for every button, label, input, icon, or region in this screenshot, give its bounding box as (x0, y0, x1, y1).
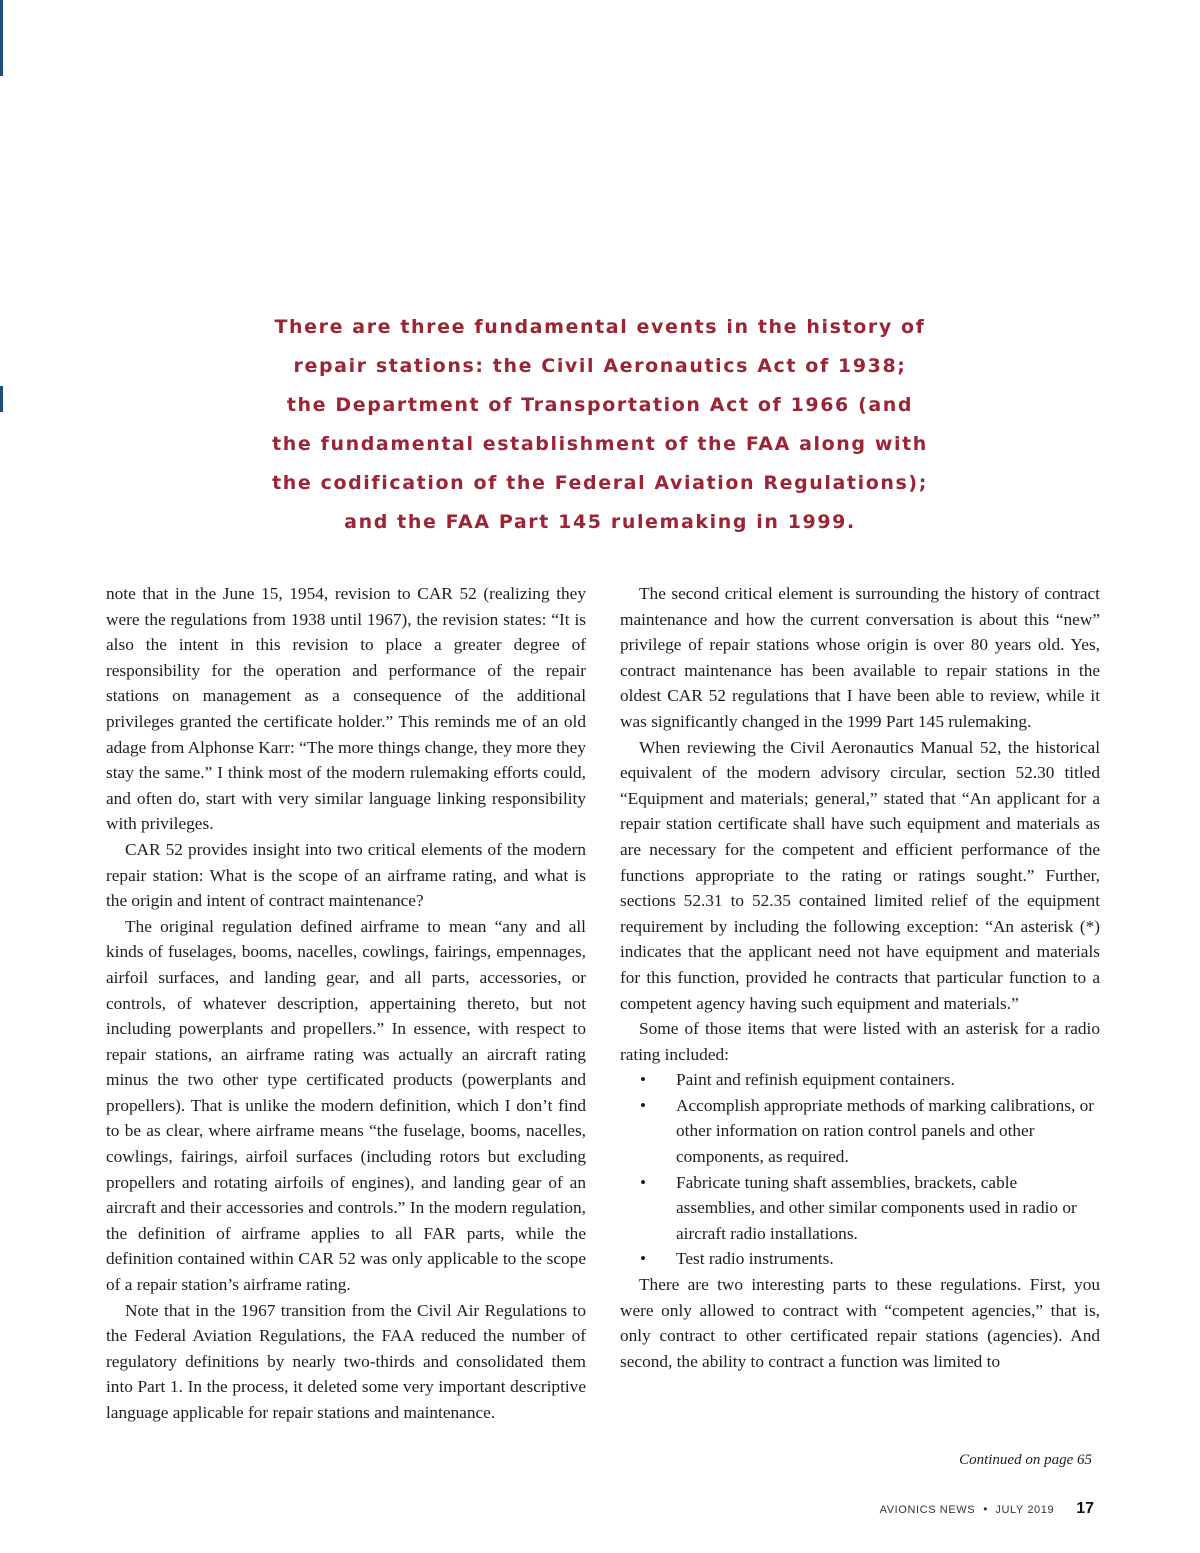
right-column (620, 581, 1100, 1374)
right-paragraph-3: Some of those items that were listed with an asterisk for a radio rating included: (620, 1019, 1100, 1064)
continued-note: Continued on page 65 (959, 1452, 1092, 1468)
bullet-text: Fabricate tuning shaft assemblies, brackets, cable assemblies, and other similar components used in radio or aircraft radio installations. (676, 1172, 1077, 1243)
bullet-icon: • (640, 1070, 647, 1090)
bullet-icon: • (640, 1095, 647, 1115)
left-paragraph-4: Note that in the 1967 transition from the Civil Air Regulations to the Federal Aviation Regulations, the FAA reduced the number of regulatory definitions by nearly two-thirds and consolidated them into Part 1. In the process, it deleted some very important descriptive language applicable for repair stations and maintenance. (106, 1300, 586, 1422)
edge-mark-top (0, 0, 3, 76)
right-paragraph-4: There are two interesting parts to these regulations. First, you were only allowed to contract with “competent agencies,” that is, only contract to other certificated repair stations (agencies). And second, the ability to contract a function was limited to (620, 1275, 1100, 1371)
left-paragraph-3: The original regulation defined airframe to mean “any and all kinds of fuselages, booms, nacelles, cowlings, fairings, empennages, airfoil surfaces, and landing gear, and all parts, accessories, or controls, of whatever description, appertaining thereto, but not including powerplants and propellers.” In essence, with respect to repair stations, an airframe rating was actually an aircraft rating minus the two other type certificated products (powerplants and propellers). That is unlike the modern definition, which I don’t find to be as clear, where airframe means “the fuselage, booms, nacelles, cowlings, fairings, airfoil surfaces (including rotors but excluding propellers and rotating airfoils of engines), and landing gear of an aircraft and their accessories and controls.” In the modern regulation, the definition of airframe applies to all FAR parts, while the definition contained within CAR 52 was only applicable to the scope of a repair station’s airframe rating. (106, 916, 586, 1295)
edge-mark-middle (0, 386, 3, 412)
footer-separator: • (983, 1502, 988, 1516)
issue-date: JULY 2019 (995, 1504, 1055, 1516)
left-paragraph-2: CAR 52 provides insight into two critical elements of the modern repair station: What is the scope of an airframe rating, and what is the origin and intent of contract maintenance? (106, 839, 586, 911)
bullet-list (620, 1067, 1100, 1272)
right-paragraph-2: When reviewing the Civil Aeronautics Manual 52, the historical equivalent of the modern advisory circular, section 52.30 titled “Equipment and materials; general,” stated that “An applicant for a repair station certificate shall have such equipment and materials as are necessary for the competent and efficient performance of the functions appropriate to the rating or ratings sought.” Further, sections 52.31 to 52.35 contained limited relief of the equipment requirement by including the following exception: “An asterisk (*) indicates that the applicant need not have equipment and materials for this function, provided he contracts that particular function to a competent agency having such equipment and materials.” (620, 737, 1100, 1013)
bullet-item (620, 1170, 1100, 1247)
bullet-item (620, 1093, 1100, 1170)
bullet-text: Test radio instruments. (676, 1249, 834, 1269)
pull-quote: There are three fundamental events in the history of repair stations: the Civil Aeronautics Act of 1938; the Department of Transportation Act of 1966 (and the fundamental establishment of the FAA along with the codification of the Federal Aviation Regulations); and the FAA Part 145 rulemaking in 1999. (272, 316, 928, 533)
left-column (106, 581, 586, 1426)
publication-name: AVIONICS NEWS (879, 1504, 976, 1516)
page-footer (880, 1500, 1094, 1518)
bullet-item (620, 1246, 1100, 1272)
bullet-icon: • (640, 1172, 647, 1192)
bullet-text: Paint and refinish equipment containers. (676, 1070, 955, 1090)
page-number: 17 (1076, 1500, 1094, 1517)
left-paragraph-1: note that in the June 15, 1954, revision to CAR 52 (realizing they were the regulations from 1938 until 1967), the revision states: “It is also the intent in this revision to place a greater degree of responsibility for the operation and performance of the repair stations on management as a consequence of the additional privileges granted the certificate holder.” This reminds me of an old adage from Alphonse Karr: “The more things change, they more they stay the same.” I think most of the modern rulemaking efforts could, and often do, start with very similar language linking responsibility with privileges. (106, 584, 586, 834)
bullet-icon: • (640, 1249, 647, 1269)
bullet-item (620, 1067, 1100, 1093)
bullet-text: Accomplish appropriate methods of marking calibrations, or other information on ration control panels and other components, as required. (676, 1095, 1094, 1167)
right-paragraph-1: The second critical element is surrounding the history of contract maintenance and how the current conversation is about this “new” privilege of repair stations whose origin is over 80 years old. Yes, contract maintenance has been available to repair stations in the oldest CAR 52 regulations that I have been able to review, while it was significantly changed in the 1999 Part 145 rulemaking. (620, 584, 1100, 731)
